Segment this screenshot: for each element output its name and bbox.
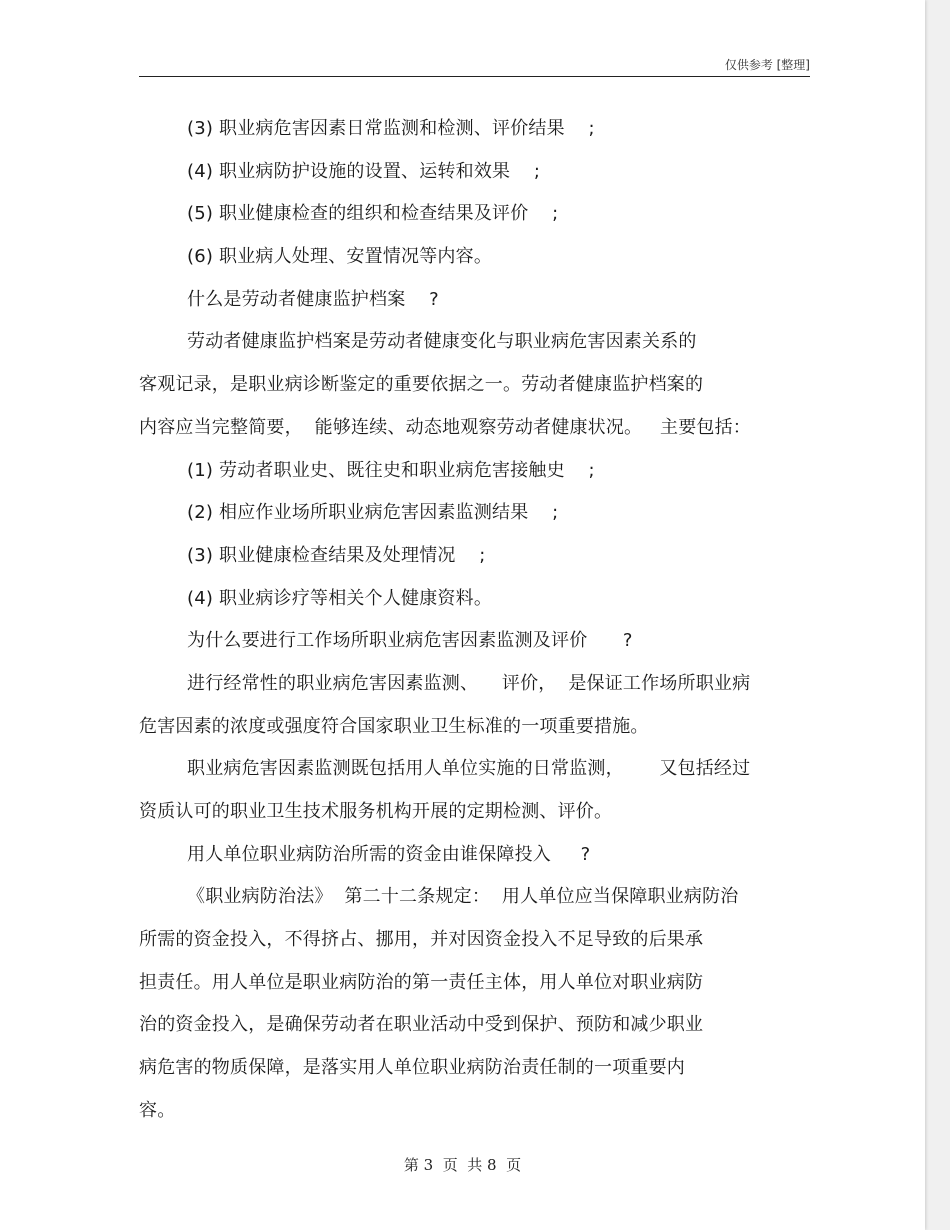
header-divider (139, 76, 810, 77)
text-line: (4) 职业病防护设施的设置、运转和效果 ; (187, 160, 541, 182)
text-line: (2) 相应作业场所职业病危害因素监测结果 ; (187, 502, 559, 524)
text-line: (6) 职业病人处理、安置情况等内容。 (187, 246, 493, 268)
text-line: 劳动者健康监护档案是劳动者健康变化与职业病危害因素关系的 (187, 331, 697, 353)
text-line: 病危害的物质保障，是落实用人单位职业病防治责任制的一项重要内 (139, 1057, 685, 1079)
text-line: 内容应当完整简要， 能够连续、动态地观察劳动者健康状况。 主要包括： (139, 416, 752, 438)
text-line: (4) 职业病诊疗等相关个人健康资料。 (187, 587, 493, 609)
text-line: 《职业病防治法》 第二十二条规定： 用人单位应当保障职业病防治 (187, 886, 739, 908)
text-line: 容。 (139, 1099, 176, 1121)
text-line: 治的资金投入，是确保劳动者在职业活动中受到保护、预防和减少职业 (139, 1014, 704, 1036)
header-note: 仅供参考 [整理] (724, 58, 810, 72)
text-line: (1) 劳动者职业史、既往史和职业病危害接触史 ; (187, 459, 595, 481)
text-line: 危害因素的浓度或强度符合国家职业卫生标准的一项重要措施。 (139, 715, 649, 737)
text-line: 用人单位职业病防治所需的资金由谁保障投入 ? (187, 843, 591, 865)
text-line: 职业病危害因素监测既包括用人单位实施的日常监测， 又包括经过 (187, 758, 751, 780)
page-number-footer: 第 3 页 共 8 页 (403, 1156, 522, 1174)
text-line: 进行经常性的职业病危害因素监测、 评价， 是保证工作场所职业病 (187, 672, 751, 694)
text-line: 为什么要进行工作场所职业病危害因素监测及评价 ? (187, 630, 633, 652)
text-line: 资质认可的职业卫生技术服务机构开展的定期检测、评价。 (139, 801, 613, 822)
text-line: (3) 职业病危害因素日常监测和检测、评价结果 ; (187, 118, 595, 139)
text-line: (5) 职业健康检查的组织和检查结果及评价 ; (187, 203, 559, 225)
text-line: 担责任。用人单位是职业病防治的第一责任主体，用人单位对职业病防 (139, 971, 704, 993)
text-line: 所需的资金投入，不得挤占、挪用，并对因资金投入不足导致的后果承 (139, 929, 704, 951)
text-line: 客观记录，是职业病诊断鉴定的重要依据之一。劳动者健康监护档案的 (139, 374, 704, 396)
document-body (139, 113, 814, 1138)
text-line: (3) 职业健康检查结果及处理情况 ; (187, 544, 486, 566)
text-line: 什么是劳动者健康监护档案 ? (187, 288, 439, 310)
